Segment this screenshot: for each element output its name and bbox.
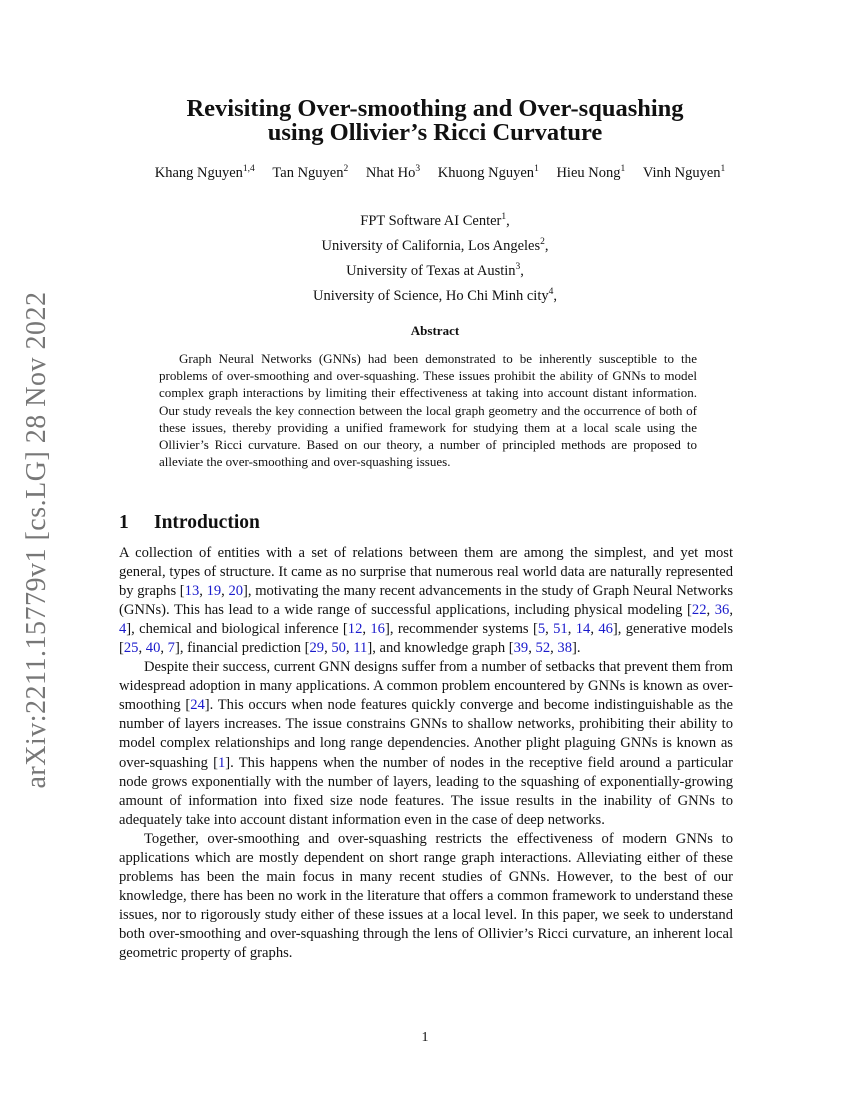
text-run: ], financial prediction [: [174, 640, 310, 657]
citation-link[interactable]: 46: [598, 621, 613, 638]
text-run: ,: [567, 621, 576, 638]
text-run: ,: [221, 583, 229, 600]
text-run: ,: [706, 602, 715, 619]
citation-link[interactable]: 20: [228, 583, 244, 600]
citation-link[interactable]: 40: [145, 640, 161, 657]
section-heading: [119, 512, 260, 534]
text-run: ,: [729, 602, 733, 619]
citation-link[interactable]: 29: [309, 640, 325, 657]
text-run: ,: [138, 640, 146, 657]
citation-link[interactable]: 39: [513, 640, 529, 657]
citation-link[interactable]: 50: [331, 640, 346, 657]
citation-link[interactable]: 16: [370, 621, 385, 638]
text-run: ]. This happens when the number of nodes in the receptive field around a particular node grows exponentially with the number of layers, leading to the squashing of exponentially-growing amount of information into fixed size node features. The issue results in the inability of GNNs to adequately take into account distant information even in the case of deep networks.: [119, 754, 733, 828]
affiliation: University of Science, Ho Chi Minh city$^4$,: [313, 287, 557, 305]
author: Nhat Ho$^3$: [365, 164, 421, 181]
text-run: ,: [590, 621, 599, 638]
section-title: Introduction: [154, 512, 260, 533]
citation-link[interactable]: 24: [190, 697, 205, 714]
author: Vinh Nguyen$^1$: [642, 164, 726, 181]
citation-link[interactable]: 19: [206, 583, 222, 600]
citation-link[interactable]: 11: [353, 640, 368, 657]
title-line-2: using Ollivier’s Ricci Curvature: [267, 119, 603, 146]
affiliation-list: [150, 207, 720, 308]
text-run: ], recommender systems [: [384, 621, 538, 638]
page-number: 1: [421, 1030, 429, 1045]
text-run: ], generative models [: [119, 621, 734, 657]
citation-link[interactable]: 1: [217, 754, 226, 771]
text-run: Together, over-smoothing and over-squashing restricts the effectiveness of modern GNNs to applications which are mostly dependent on short range graph interactions. Alleviating either of these problems has been the main focus in many recent studies of GNNs. However, to the best of our knowledge, there has been no work in the literature that offers a common framework to understand these issues, nor to rigorously study either of these issues at a local level. In this paper, we seek to understand both over-smoothing and over-squashing through the lens of Ollivier’s Ricci curvature, an inherent local geometric property of graphs.: [119, 830, 733, 961]
text-run: ,: [362, 621, 371, 638]
section-number: 1: [119, 512, 129, 533]
citation-link[interactable]: 13: [184, 583, 200, 600]
citation-link[interactable]: 38: [557, 640, 572, 657]
author-list: [100, 164, 780, 182]
citation-link[interactable]: 51: [553, 621, 568, 638]
citation-link[interactable]: 7: [167, 640, 175, 657]
citation-link[interactable]: 5: [537, 621, 546, 638]
citation-link[interactable]: 12: [347, 621, 363, 638]
paragraph: [119, 658, 733, 829]
text-run: A collection of entities with a set of relations between them are among the simplest, and yet most general, types of structure. It came as no surprise that numerous real world data are naturally represented by graphs [: [119, 545, 733, 600]
title-line-1: Revisiting Over-smoothing and Over-squashing: [186, 95, 684, 122]
affiliation: University of California, Los Angeles$^2$,: [321, 237, 549, 254]
text-run: ,: [324, 640, 332, 657]
text-run: ,: [160, 640, 168, 657]
arxiv-identifier: arXiv:2211.15779v1 [cs.LG] 28 Nov 2022: [21, 291, 52, 789]
abstract-text: Graph Neural Networks (GNNs) had been demonstrated to be inherently susceptible to the problems of over-smoothing and over-squashing. These issues prohibit the ability of GNNs to model complex graph interactions by limiting their effectiveness at taking into account distant information. Our study reveals the key connection between the local graph geometry and the occurrence of both of these issues, thereby providing a unified framework for studying them at a local scale using the Ollivier’s Ricci curvature. Based on our theory, a number of principled methods are proposed to alleviate the over-smoothing and over-squashing issues.: [159, 351, 697, 470]
text-run: ,: [345, 640, 354, 657]
text-run: ,: [528, 640, 536, 657]
citation-link[interactable]: 4: [119, 621, 127, 638]
author: Khuong Nguyen$^1$: [437, 164, 539, 181]
affiliation: FPT Software AI Center$^1$,: [360, 212, 510, 229]
citation-link[interactable]: 14: [575, 621, 591, 638]
text-run: ], chemical and biological inference [: [126, 621, 348, 638]
arxiv-identifier-stamp: [14, 290, 60, 790]
text-run: ]. This occurs when node features quickly converge and become indistinguishable as the number of layers increases. The issue constrains GNNs to shallow networks, prohibiting their ability to model complex relationships and long range dependencies. Another plight plaguing GNNs is known as over-squashing [: [119, 697, 733, 771]
introduction-body: [119, 544, 733, 963]
citation-link[interactable]: 52: [535, 640, 551, 657]
text-run: ], and knowledge graph [: [367, 640, 514, 657]
text-run: Despite their success, current GNN designs suffer from a number of setbacks that prevent them from widespread adoption in many applications. A common problem encountered by GNNs is known as over-smoothing [: [119, 659, 733, 714]
citation-link[interactable]: 22: [691, 602, 707, 619]
abstract-heading: Abstract: [410, 323, 460, 338]
citation-link[interactable]: 25: [123, 640, 139, 657]
text-run: ].: [572, 640, 581, 657]
text-run: ,: [199, 583, 207, 600]
text-run: ], motivating the many recent advancements in the study of Graph Neural Networks (GNNs). This has lead to a wide range of successful applications, including physical modeling [: [119, 583, 734, 619]
author: Hieu Nong$^1$: [556, 164, 626, 181]
author: Khang Nguyen$^{1,4}$: [154, 164, 255, 181]
author: Tan Nguyen$^2$: [272, 164, 349, 181]
paper-title: [110, 97, 760, 145]
paragraph: [119, 830, 733, 963]
affiliation: University of Texas at Austin$^3$,: [346, 262, 524, 280]
text-run: ,: [545, 621, 554, 638]
citation-link[interactable]: 36: [714, 602, 730, 619]
text-run: ,: [550, 640, 558, 657]
paragraph: [119, 544, 733, 658]
